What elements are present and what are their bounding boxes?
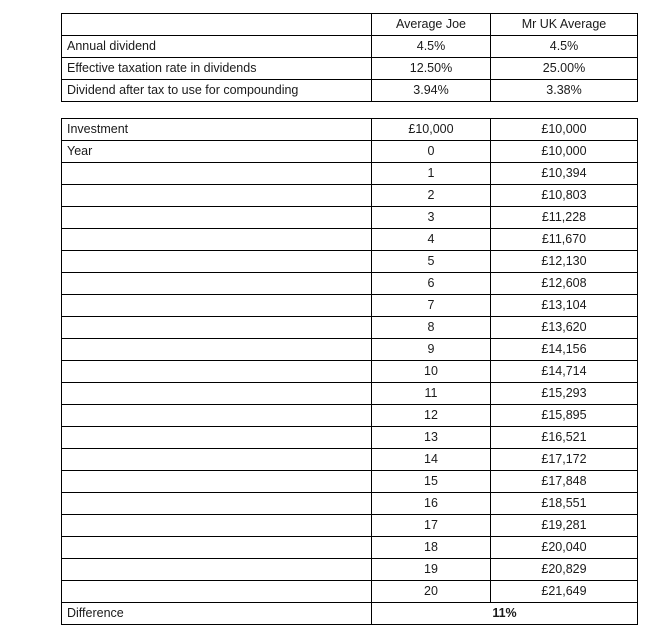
rate-row-value-joe: 4.5% — [372, 36, 491, 58]
year-row-value-joe: £20,040 — [491, 537, 638, 559]
table-row — [62, 471, 638, 493]
rates-header-mr-uk-average: Mr UK Average — [491, 14, 638, 36]
table-row — [62, 163, 638, 185]
rate-row-value-joe: 12.50% — [372, 58, 491, 80]
rates-header-average-joe: Average Joe — [372, 14, 491, 36]
rate-row-label: Dividend after tax to use for compounding — [62, 80, 372, 102]
year-row-label — [62, 537, 372, 559]
table-row — [62, 273, 638, 295]
table-row — [62, 537, 638, 559]
table-row — [62, 185, 638, 207]
year-row-label — [62, 515, 372, 537]
year-row-value-joe: £15,293 — [491, 383, 638, 405]
difference-row — [62, 603, 638, 625]
year-row-label — [62, 185, 372, 207]
year-row-number: 17 — [372, 515, 491, 537]
year-row-number: 5 — [372, 251, 491, 273]
rates-header-label-cell — [62, 14, 372, 36]
year-row-value-joe: £19,281 — [491, 515, 638, 537]
rate-row-value-uk: 25.00% — [491, 58, 638, 80]
year-row-value-joe: £18,551 — [491, 493, 638, 515]
year-row-label — [62, 229, 372, 251]
dividend-rates-body — [62, 14, 638, 36]
rate-row-value-joe: 3.94% — [372, 80, 491, 102]
year-row-value-joe: £10,803 — [491, 185, 638, 207]
investment-row — [62, 119, 638, 141]
rate-row-value-uk: 4.5% — [491, 36, 638, 58]
year-row-value-joe: £14,156 — [491, 339, 638, 361]
year-row-number: 2 — [372, 185, 491, 207]
year-row-label — [62, 339, 372, 361]
year-row-number: 7 — [372, 295, 491, 317]
year-row-number: 1 — [372, 163, 491, 185]
year-row-label — [62, 427, 372, 449]
year-row-number: 19 — [372, 559, 491, 581]
year-row-number: 9 — [372, 339, 491, 361]
table-row — [62, 427, 638, 449]
year-row-number: 3 — [372, 207, 491, 229]
year-row-value-joe: £20,829 — [491, 559, 638, 581]
year-row-value-joe: £11,670 — [491, 229, 638, 251]
year-row-value-joe: £11,228 — [491, 207, 638, 229]
year-row-value-joe: £10,000 — [491, 141, 638, 163]
year-row-value-joe: £14,714 — [491, 361, 638, 383]
table-row — [62, 339, 638, 361]
year-row-label — [62, 361, 372, 383]
year-row-number: 14 — [372, 449, 491, 471]
year-row-number: 10 — [372, 361, 491, 383]
table-row — [62, 207, 638, 229]
table-row — [62, 405, 638, 427]
difference-value: 11% — [372, 603, 638, 625]
table-row — [62, 229, 638, 251]
year-row-value-joe: £13,104 — [491, 295, 638, 317]
year-row-label — [62, 581, 372, 603]
table-row — [62, 251, 638, 273]
table-row — [62, 383, 638, 405]
year-row-label — [62, 559, 372, 581]
year-row-value-joe: £10,394 — [491, 163, 638, 185]
table-row — [62, 559, 638, 581]
investment-label: Investment — [62, 119, 372, 141]
year-row-label — [62, 493, 372, 515]
rate-row-label: Effective taxation rate in dividends — [62, 58, 372, 80]
year-row-value-joe: £13,620 — [491, 317, 638, 339]
year-row-label: Year — [62, 141, 372, 163]
year-row-label — [62, 317, 372, 339]
table-row — [62, 493, 638, 515]
year-row-label — [62, 163, 372, 185]
year-row-label — [62, 383, 372, 405]
table-row — [62, 80, 638, 102]
year-row-value-joe: £12,130 — [491, 251, 638, 273]
year-row-number: 12 — [372, 405, 491, 427]
table-row — [62, 449, 638, 471]
compounding-difference-body — [62, 603, 638, 625]
compounding-investment-body — [62, 119, 638, 141]
rate-row-value-uk: 3.38% — [491, 80, 638, 102]
year-row-label — [62, 449, 372, 471]
year-row-value-joe: £15,895 — [491, 405, 638, 427]
year-row-number: 11 — [372, 383, 491, 405]
year-row-number: 15 — [372, 471, 491, 493]
year-row-number: 0 — [372, 141, 491, 163]
table-row — [62, 515, 638, 537]
difference-label: Difference — [62, 603, 372, 625]
dividend-rates-table — [61, 13, 638, 102]
year-row-number: 8 — [372, 317, 491, 339]
rates-header-row — [62, 14, 638, 36]
table-row — [62, 317, 638, 339]
table-row — [62, 58, 638, 80]
rate-row-label: Annual dividend — [62, 36, 372, 58]
year-row-value-joe: £16,521 — [491, 427, 638, 449]
year-row-number: 13 — [372, 427, 491, 449]
year-row-number: 6 — [372, 273, 491, 295]
year-row-label — [62, 207, 372, 229]
compounding-table — [61, 118, 638, 625]
year-row-number: 18 — [372, 537, 491, 559]
table-row — [62, 361, 638, 383]
year-row-label — [62, 251, 372, 273]
compounding-year-rows-body — [62, 141, 638, 603]
investment-value-joe: £10,000 — [372, 119, 491, 141]
year-row-number: 4 — [372, 229, 491, 251]
year-row-label — [62, 405, 372, 427]
investment-value-uk: £10,000 — [491, 119, 638, 141]
year-row-number: 20 — [372, 581, 491, 603]
year-row-value-joe: £12,608 — [491, 273, 638, 295]
table-row — [62, 581, 638, 603]
year-row-number: 16 — [372, 493, 491, 515]
year-row-value-joe: £17,172 — [491, 449, 638, 471]
table-row — [62, 295, 638, 317]
year-row-label — [62, 295, 372, 317]
year-row-label — [62, 273, 372, 295]
rates-rows-body — [62, 36, 638, 102]
table-row — [62, 36, 638, 58]
year-row-value-joe: £21,649 — [491, 581, 638, 603]
year-row-value-joe: £17,848 — [491, 471, 638, 493]
table-row — [62, 141, 638, 163]
year-row-label — [62, 471, 372, 493]
